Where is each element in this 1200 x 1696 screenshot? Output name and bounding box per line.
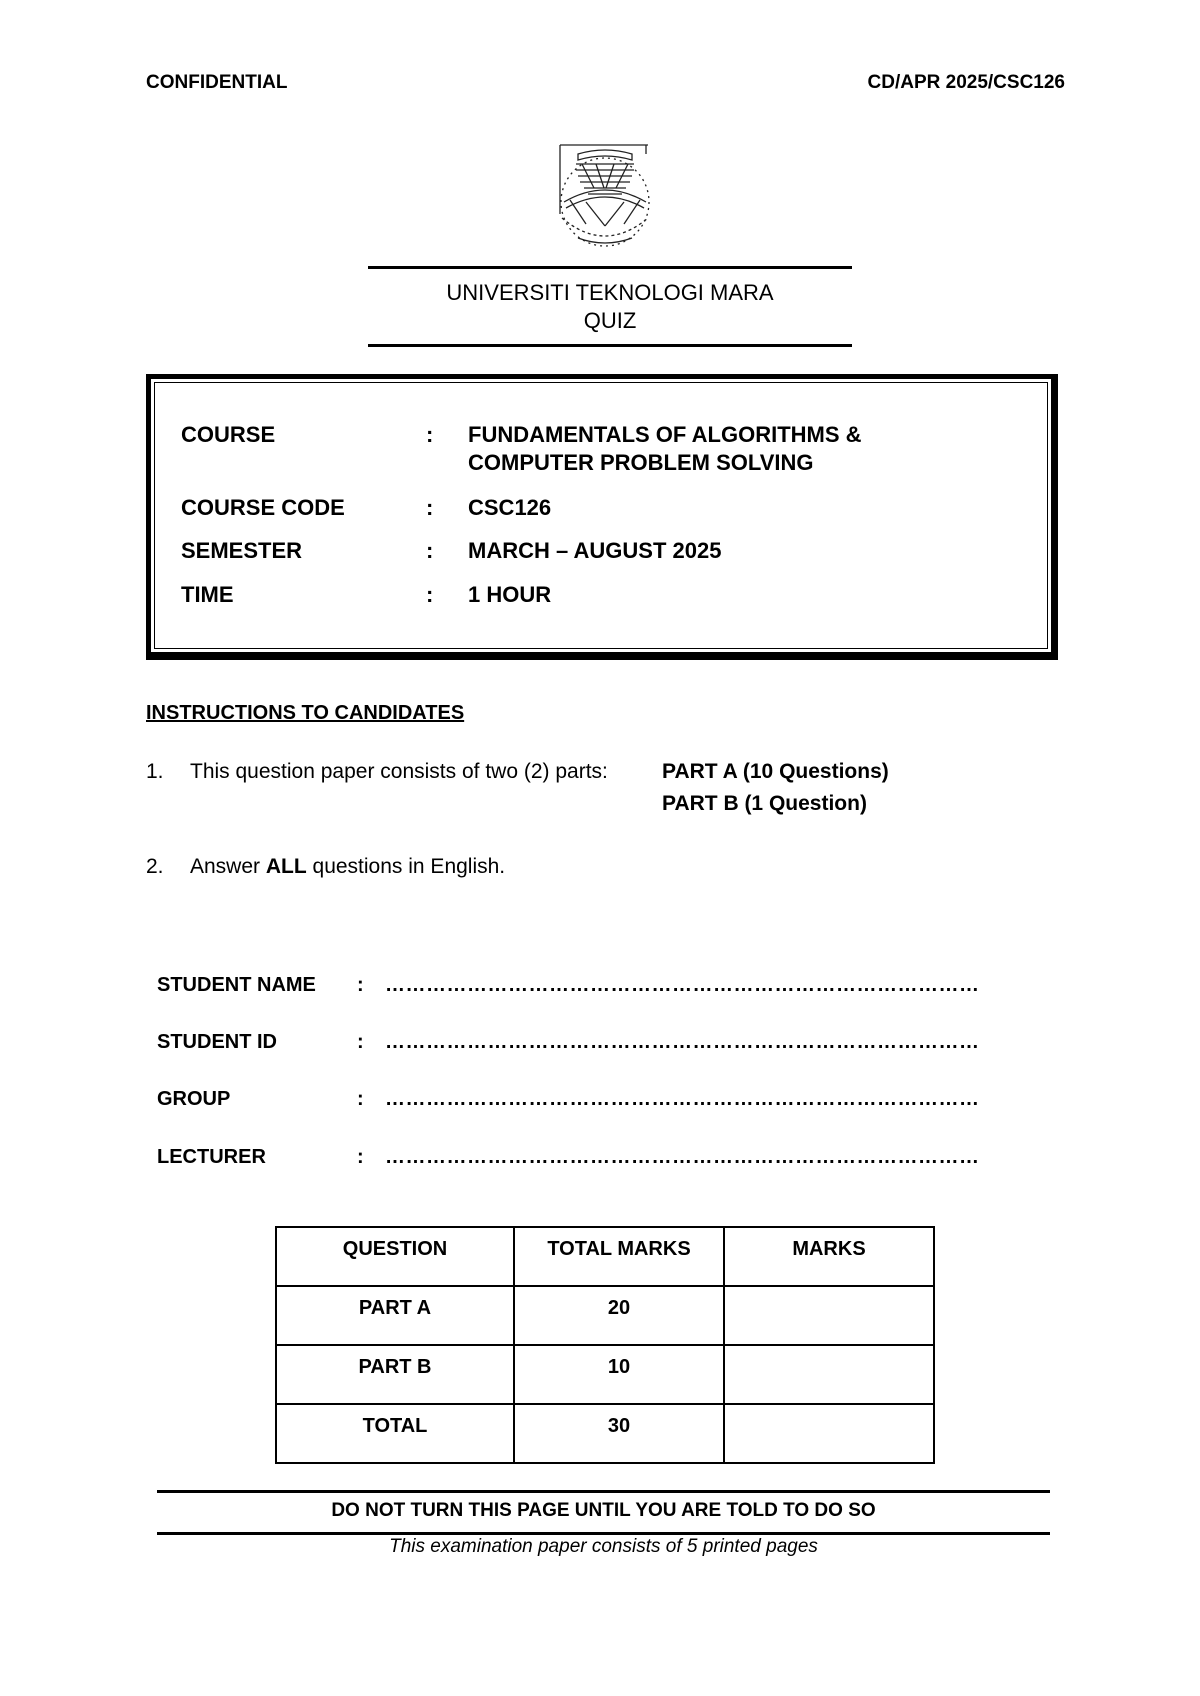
semester-label: SEMESTER [181,538,303,563]
time-colon: : [426,582,434,607]
student-id-field [157,1031,1047,1059]
lecturer-field [157,1146,1047,1174]
group-field [157,1088,1047,1116]
course-colon: : [426,422,434,447]
table-row [276,1286,934,1345]
course-code-value: CSC126 [468,495,552,520]
header-question: QUESTION [276,1227,514,1286]
title-bottom-rule [368,344,852,347]
footer-bottom-rule [157,1532,1050,1535]
instructions-heading: INSTRUCTIONS TO CANDIDATES [146,702,465,724]
row-part-b-question: PART B [276,1345,514,1404]
course-value-line2: COMPUTER PROBLEM SOLVING [468,450,814,475]
lecturer-blank[interactable]: …………………………………………………………………………… [385,1146,980,1168]
instruction-2-emphasis: ALL [265,855,307,878]
do-not-turn-warning: DO NOT TURN THIS PAGE UNTIL YOU ARE TOLD TO DO SO [331,1500,876,1521]
instruction-1-text: This question paper consists of two (2) parts: [190,760,608,783]
table-row [276,1404,934,1463]
group-blank[interactable]: …………………………………………………………………………… [385,1088,980,1110]
lecturer-colon: : [357,1146,364,1168]
header-marks: MARKS [724,1227,934,1286]
semester-value: MARCH – AUGUST 2025 [468,538,722,563]
course-code-label: COURSE CODE [181,495,345,520]
confidential-label: CONFIDENTIAL [146,72,288,93]
instruction-2-post: questions in English. [306,855,506,878]
row-total-question: TOTAL [276,1404,514,1463]
student-name-field [157,974,1047,1002]
table-row [276,1345,934,1404]
header-total-marks: TOTAL MARKS [514,1227,724,1286]
part-a-info: PART A (10 Questions) [662,760,889,783]
student-id-colon: : [357,1031,364,1053]
instruction-2-number: 2. [146,855,164,878]
row-total-total: 30 [514,1404,724,1463]
student-name-label: STUDENT NAME [157,974,316,996]
row-part-a-question: PART A [276,1286,514,1345]
page-count-note: This examination paper consists of 5 printed pages [389,1536,818,1557]
semester-colon: : [426,538,434,563]
row-part-a-total: 20 [514,1286,724,1345]
instruction-2-text [190,851,505,883]
document-code: CD/APR 2025/CSC126 [867,72,1065,93]
course-value-line1: FUNDAMENTALS OF ALGORITHMS & [468,422,862,447]
row-part-b-total: 10 [514,1345,724,1404]
university-name: UNIVERSITI TEKNOLOGI MARA [446,280,774,305]
assessment-type: QUIZ [583,308,637,333]
row-part-b-marks[interactable] [724,1345,934,1404]
instruction-2-pre: Answer [190,855,266,878]
course-code-colon: : [426,495,434,520]
university-crest-icon [556,142,654,252]
title-top-rule [368,266,852,269]
student-id-label: STUDENT ID [157,1031,277,1053]
group-label: GROUP [157,1088,231,1110]
course-info-box [146,374,1058,660]
marks-table-header [276,1227,934,1286]
course-label: COURSE [181,422,276,447]
time-value: 1 HOUR [468,582,552,607]
student-name-blank[interactable]: …………………………………………………………………………… [385,974,980,996]
group-colon: : [357,1088,364,1110]
student-name-colon: : [357,974,364,996]
row-total-marks[interactable] [724,1404,934,1463]
row-part-a-marks[interactable] [724,1286,934,1345]
instruction-1-number: 1. [146,760,164,783]
part-b-info: PART B (1 Question) [662,792,867,815]
time-label: TIME [181,582,234,607]
footer-top-rule [157,1490,1050,1493]
lecturer-label: LECTURER [157,1146,266,1168]
marks-table [275,1226,935,1464]
student-id-blank[interactable]: …………………………………………………………………………… [385,1031,980,1053]
